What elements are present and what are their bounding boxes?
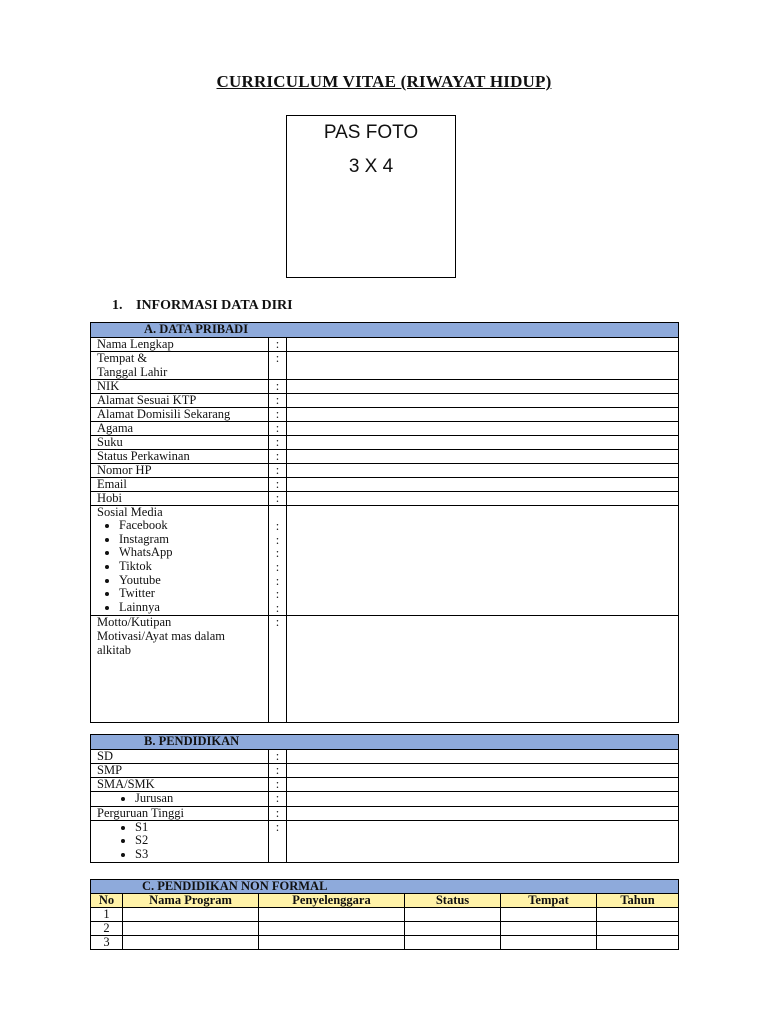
photo-placeholder bbox=[286, 115, 456, 278]
table-row: Motto/Kutipan Motivasi/Ayat mas dalam alkitab : bbox=[91, 616, 679, 723]
list-item: • S3 bbox=[135, 848, 268, 862]
value-field[interactable] bbox=[287, 616, 679, 723]
data-pribadi-header: A. DATA PRIBADI bbox=[91, 323, 679, 338]
photo-size: 3 X 4 bbox=[348, 156, 394, 177]
table-row: SMP : bbox=[91, 764, 679, 778]
table-row: • Jurusan : bbox=[91, 792, 679, 807]
value-field[interactable] bbox=[287, 380, 679, 394]
value-field[interactable] bbox=[287, 750, 679, 764]
section-heading: 1. INFORMASI DATA DIRI bbox=[112, 298, 293, 313]
value-field[interactable] bbox=[287, 408, 679, 422]
table-row: Sosial Media • Facebook • Instagram • WhatsApp • Tiktok • Youtube • Twitter • Lainnya : : : : : : : bbox=[91, 506, 679, 616]
table-row: SMA/SMK : bbox=[91, 778, 679, 792]
table-row: Alamat Sesuai KTP : bbox=[91, 394, 679, 408]
pendidikan-table bbox=[90, 734, 679, 863]
list-item: • S1 bbox=[135, 821, 268, 835]
list-item: • Lainnya bbox=[119, 601, 268, 615]
list-item: • Tiktok bbox=[119, 560, 268, 574]
column-header: Penyelenggara bbox=[259, 894, 405, 908]
value-field[interactable] bbox=[287, 422, 679, 436]
value-field[interactable] bbox=[287, 764, 679, 778]
list-item: • Instagram bbox=[119, 533, 268, 547]
table-row: 3 bbox=[91, 936, 679, 950]
column-header: Tahun bbox=[597, 894, 679, 908]
social-media-list bbox=[97, 519, 268, 614]
non-formal-table bbox=[90, 879, 679, 950]
table-row: 1 bbox=[91, 908, 679, 922]
table-row: Tempat & Tanggal Lahir : bbox=[91, 352, 679, 380]
non-formal-header: C. PENDIDIKAN NON FORMAL bbox=[91, 880, 679, 894]
column-header: No bbox=[91, 894, 123, 908]
list-item: • Jurusan bbox=[135, 792, 268, 806]
table-row: Email : bbox=[91, 478, 679, 492]
column-header: Status bbox=[405, 894, 501, 908]
table-row: Agama : bbox=[91, 422, 679, 436]
value-field[interactable] bbox=[287, 478, 679, 492]
column-header: Tempat bbox=[501, 894, 597, 908]
photo-label: PAS FOTO bbox=[323, 122, 419, 143]
table-row: Alamat Domisili Sekarang : bbox=[91, 408, 679, 422]
list-item: • Youtube bbox=[119, 574, 268, 588]
column-headers bbox=[91, 894, 679, 908]
list-item: • S2 bbox=[135, 834, 268, 848]
column-header: Nama Program bbox=[123, 894, 259, 908]
table-row: Nomor HP : bbox=[91, 464, 679, 478]
value-field[interactable] bbox=[287, 806, 679, 820]
table-row: SD : bbox=[91, 750, 679, 764]
value-field[interactable] bbox=[287, 394, 679, 408]
data-pribadi-table bbox=[90, 322, 679, 723]
table-row: Status Perkawinan : bbox=[91, 450, 679, 464]
table-row: Hobi : bbox=[91, 492, 679, 506]
value-field[interactable] bbox=[287, 338, 679, 352]
table-row: Nama Lengkap : bbox=[91, 338, 679, 352]
value-field[interactable] bbox=[287, 820, 679, 862]
value-field[interactable] bbox=[287, 352, 679, 380]
list-item: • Facebook bbox=[119, 519, 268, 533]
value-field[interactable] bbox=[287, 506, 679, 616]
value-field[interactable] bbox=[287, 792, 679, 807]
table-row: NIK : bbox=[91, 380, 679, 394]
table-row: 2 bbox=[91, 922, 679, 936]
table-row: • S1 • S2 • S3 : bbox=[91, 820, 679, 862]
value-field[interactable] bbox=[287, 492, 679, 506]
table-row: Perguruan Tinggi : bbox=[91, 806, 679, 820]
table-row: Suku : bbox=[91, 436, 679, 450]
value-field[interactable] bbox=[287, 778, 679, 792]
value-field[interactable] bbox=[287, 436, 679, 450]
list-item: • WhatsApp bbox=[119, 546, 268, 560]
page-title: CURRICULUM VITAE (RIWAYAT HIDUP) bbox=[216, 72, 552, 91]
value-field[interactable] bbox=[287, 450, 679, 464]
value-field[interactable] bbox=[287, 464, 679, 478]
list-item: • Twitter bbox=[119, 587, 268, 601]
pendidikan-header: B. PENDIDIKAN bbox=[91, 735, 679, 750]
